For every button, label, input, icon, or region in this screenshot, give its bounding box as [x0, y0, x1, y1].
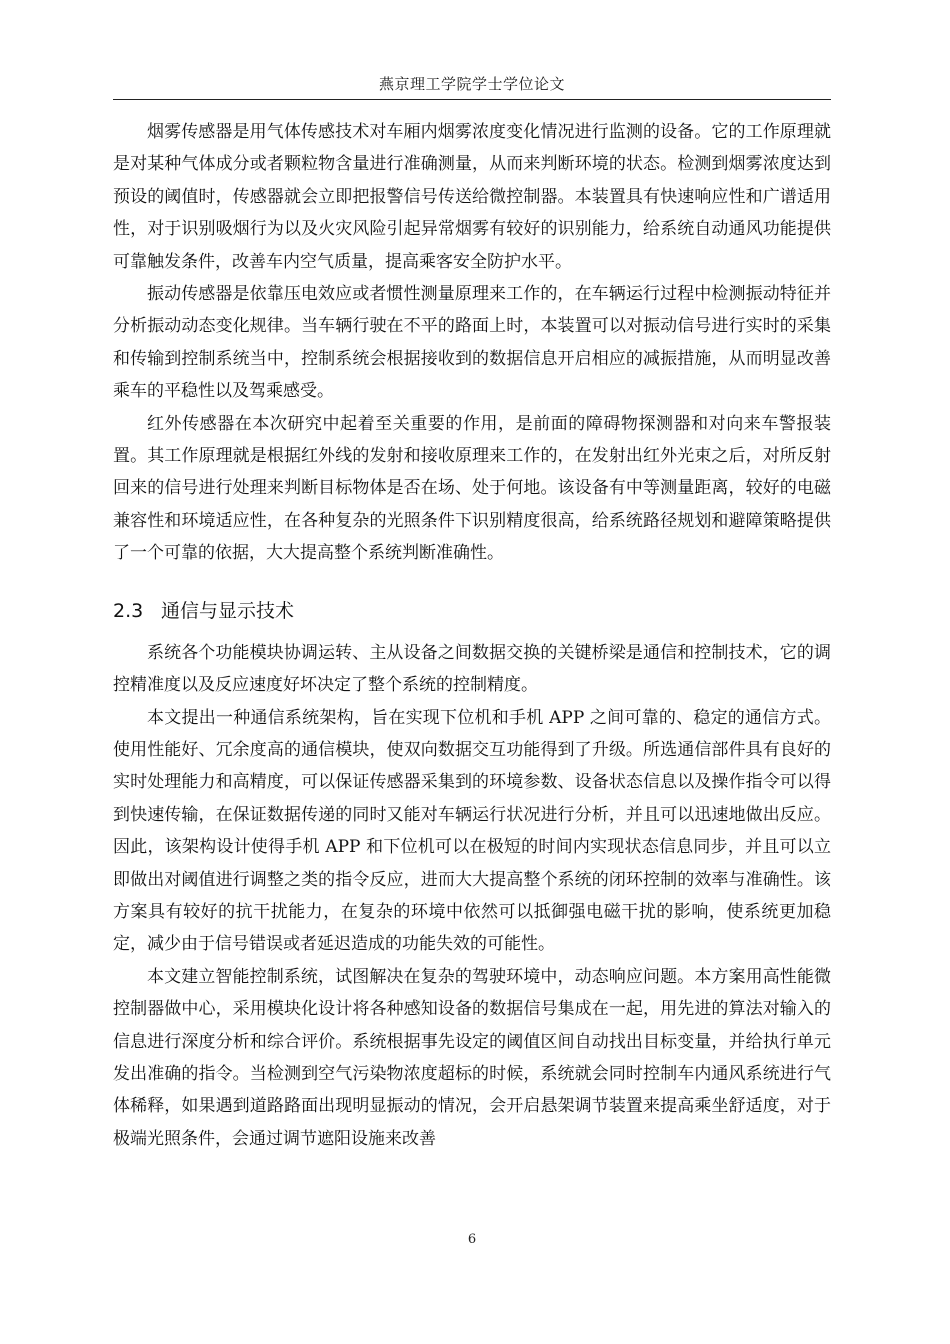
header-divider [113, 99, 831, 100]
section-title-text: 通信与显示技术 [161, 599, 295, 622]
paragraph-communication-architecture: 本文提出一种通信系统架构，旨在实现下位机和手机 APP 之间可靠的、稳定的通信方式。使用性能好、冗余度高的通信模块，使双向数据交互功能得到了升级。所选通信部件具有良好的实时处理能力和高精度，可以保证传感器采集到的环境参数、设备状态信息以及操作指令可以得到快速传输，在保证数据传递的同时又能对车辆运行状况进行分析，并且可以迅速地做出反应。因此，该架构设计使得手机 APP 和下位机可以在极短的时间内实现状态信息同步，并且可以立即做出对阈值进行调整之类的指令反应，进而大大提高整个系统的闭环控制的效率与准确性。该方案具有较好的抗干扰能力，在复杂的环境中依然可以抵御强电磁干扰的影响，使系统更加稳定，减少由于信号错误或者延迟造成的功能失效的可能性。 [113, 707, 831, 955]
paragraph-infrared-sensor: 红外传感器在本次研究中起着至关重要的作用，是前面的障碍物探测器和对向来车警报装置。其工作原理就是根据红外线的发射和接收原理来工作的，在发射出红外光束之后，对所反射回来的信号进行处理来判断目标物体是否在场、处于何地。该设备有中等测量距离，较好的电磁兼容性和环境适应性，在各种复杂的光照条件下识别精度很高，给系统路径规划和避障策略提供了一个可靠的依据，大大提高整个系统判断准确性。 [113, 413, 831, 564]
page-number: 6 [467, 1232, 477, 1247]
paragraph-smoke-sensor: 烟雾传感器是用气体传感技术对车厢内烟雾浓度变化情况进行监测的设备。它的工作原理就是对某种气体成分或者颗粒物含量进行准确测量，从而来判断环境的状态。检测到烟雾浓度达到预设的阈值时，传感器就会立即把报警信号传送给微控制器。本装置具有快速响应性和广谱适用性，对于识别吸烟行为以及火灾风险引起异常烟雾有较好的识别能力，给系统自动通风功能提供可靠触发条件，改善车内空气质量，提高乘客安全防护水平。 [113, 122, 831, 272]
section-heading [113, 597, 831, 625]
paragraph-vibration-sensor: 振动传感器是依靠压电效应或者惯性测量原理来工作的，在车辆运行过程中检测振动特征并分析振动动态变化规律。当车辆行驶在不平的路面上时，本装置可以对振动信号进行实时的采集和传输到控制系统当中，控制系统会根据接收到的数据信息开启相应的减振措施，从而明显改善乘车的平稳性以及驾乘感受。 [113, 284, 831, 402]
paragraph-intelligent-control: 本文建立智能控制系统，试图解决在复杂的驾驶环境中，动态响应问题。本方案用高性能微控制器做中心，采用模块化设计将各种感知设备的数据信号集成在一起，用先进的算法对输入的信息进行深度分析和综合评价。系统根据事先设定的阈值区间自动找出目标变量，并给执行单元发出准确的指令。当检测到空气污染物浓度超标的时候，系统就会同时控制车内通风系统进行气体稀释，如果遇到道路路面出现明显振动的情况，会开启悬架调节装置来提高乘坐舒适度，对于极端光照条件，会通过调节遮阳设施来改善 [113, 966, 831, 1149]
paragraph-communication-intro: 系统各个功能模块协调运转、主从设备之间数据交换的关键桥梁是通信和控制技术，它的调控精准度以及反应速度好坏决定了整个系统的控制精度。 [113, 642, 831, 696]
page-header-title: 燕京理工学院学士学位论文 [378, 75, 565, 93]
section-number: 2.3 [113, 599, 144, 622]
page-content [113, 116, 831, 1155]
